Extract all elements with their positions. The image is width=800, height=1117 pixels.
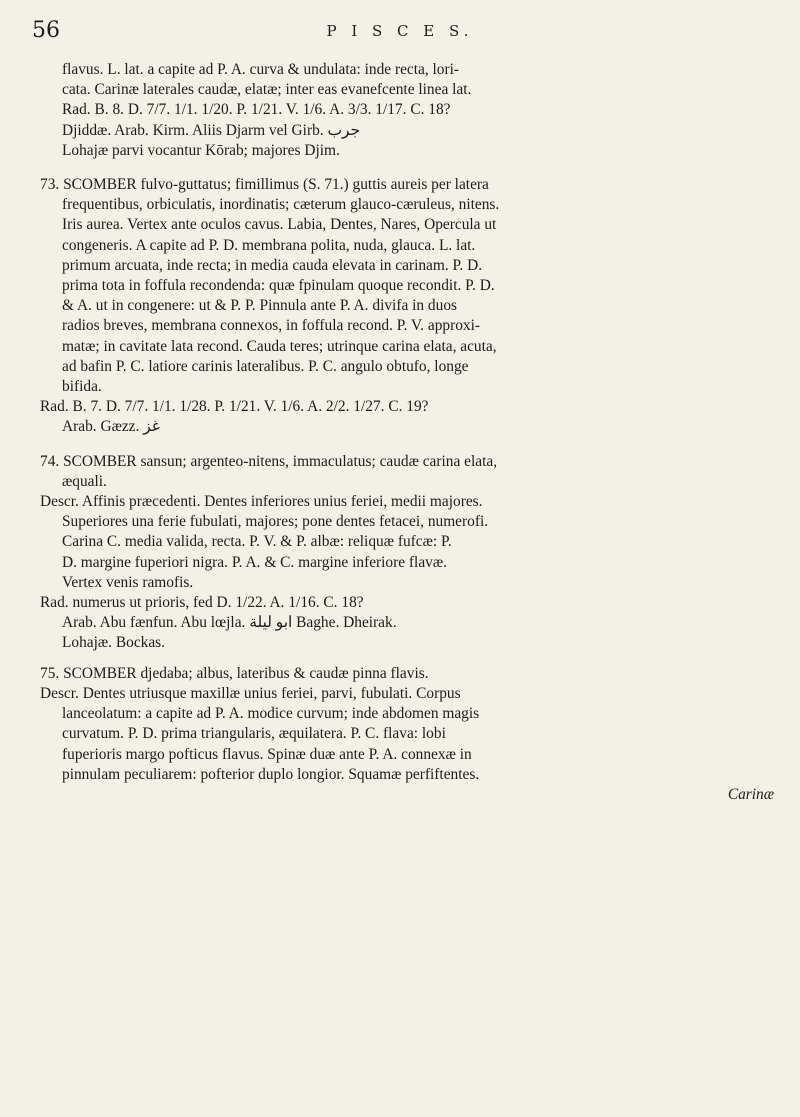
text-line: Descr. Affinis præcedenti. Dentes inferiores unius feriei, medii majores. xyxy=(40,493,483,511)
text-line: primum arcuata, inde recta; in media cauda elevata in carinam. P. D. xyxy=(62,256,483,274)
text-line: congeneris. A capite ad P. D. membrana polita, nuda, glauca. L. lat. xyxy=(62,236,476,254)
text-line: Rad. B. 8. D. 7/7. 1/1. 1/20. P. 1/21. V. 1/6. A. 3/3. 1/17. C. 18? xyxy=(62,101,451,119)
running-head: P I S C E S. xyxy=(326,22,474,40)
text-line: 74. SCOMBER sansun; argenteo-nitens, immaculatus; caudæ carina elata, xyxy=(40,452,498,470)
text-line: Iris aurea. Vertex ante oculos cavus. Labia, Dentes, Nares, Opercula ut xyxy=(62,216,497,234)
text-line: prima tota in foffula recondenda: quæ fpinulam quoque recondit. P. D. xyxy=(62,277,495,295)
text-line: D. margine fuperiori nigra. P. A. & C. margine inferiore flavæ. xyxy=(62,553,447,571)
text-line: bifida. xyxy=(62,378,102,396)
text-line: Lohajæ. Bockas. xyxy=(62,634,166,652)
text-line: pinnulam peculiarem: pofterior duplo longior. Squamæ perfiftentes. xyxy=(62,765,480,783)
text-line: curvatum. P. D. prima triangularis, æquilatera. P. C. flava: lobi xyxy=(62,725,446,743)
text-line: radios breves, membrana connexos, in foffula recond. P. V. approxi- xyxy=(62,317,481,335)
text-line: & A. ut in congenere: ut & P. P. Pinnula ante P. A. divifa in duos xyxy=(62,297,458,315)
text-line: Superiores una ferie fubulati, majores; pone dentes fetacei, numerofi. xyxy=(62,513,489,531)
text-line: æquali. xyxy=(62,472,107,490)
text-line: frequentibus, orbiculatis, inordinatis; cæterum glauco-cæruleus, nitens. xyxy=(62,196,500,214)
text-line: lanceolatum: a capite ad P. A. modice curvum; inde abdomen magis xyxy=(62,705,480,723)
text-line: Vertex venis ramofis. xyxy=(62,573,194,591)
text-line: matæ; in cavitate lata recond. Cauda teres; utrinque carina elata, acuta, xyxy=(62,337,497,355)
text-line: Rad. B. 7. D. 7/7. 1/1. 1/28. P. 1/21. V. 1/6. A. 2/2. 1/27. C. 19? xyxy=(40,398,429,416)
spacer xyxy=(40,438,780,452)
text-line: flavus. L. lat. a capite ad P. A. curva & undulata: inde recta, lori- xyxy=(62,61,460,78)
spacer xyxy=(40,654,780,664)
text-line: Lohajæ parvi vocantur Kōrab; majores Djim. xyxy=(62,141,340,159)
page-number: 56 xyxy=(32,18,60,43)
text-line: fuperioris margo pofticus flavus. Spinæ duæ ante P. A. connexæ in xyxy=(62,745,472,763)
text-line: ad bafin P. C. latiore carinis lateralibus. P. C. angulo obtufo, longe xyxy=(62,357,469,375)
text-line: 75. SCOMBER djedaba; albus, lateribus & caudæ pinna flavis. xyxy=(40,664,429,682)
text-line: Djiddæ. Arab. Kirm. Aliis Djarm vel Girb. جرب xyxy=(62,121,360,139)
text-line: cata. Carinæ laterales caudæ, elatæ; inter eas evanefcente linea lat. xyxy=(62,81,472,99)
text-line: Carina C. media valida, recta. P. V. & P. albæ: reliquæ fufcæ: P. xyxy=(62,533,452,551)
text-line: Carinæ xyxy=(727,785,774,803)
spacer xyxy=(40,161,780,175)
text-line: Descr. Dentes utriusque maxillæ unius feriei, parvi, fubulati. Corpus xyxy=(40,684,461,702)
text-line: Arab. Abu fænfun. Abu lœjla. ابو ليلة Baghe. Dheirak. xyxy=(62,614,397,632)
text-line: Arab. Gæzz. غز xyxy=(62,418,160,436)
text-line: 73. SCOMBER fulvo-guttatus; fimillimus (S. 71.) guttis aureis per latera xyxy=(40,176,489,194)
text-body xyxy=(40,60,780,805)
page-header xyxy=(0,18,800,58)
text-line: Rad. numerus ut prioris, fed D. 1/22. A. 1/16. C. 18? xyxy=(40,594,364,612)
